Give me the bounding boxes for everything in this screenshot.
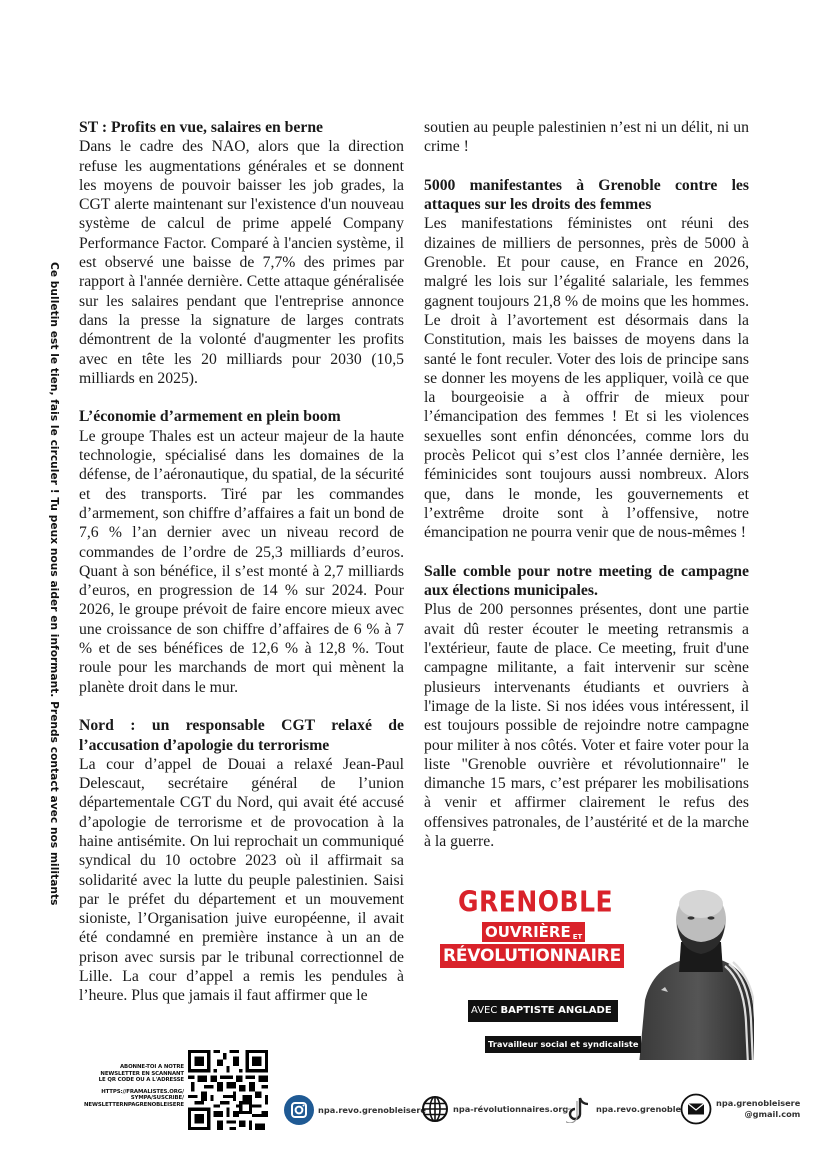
contact-label [716, 1098, 800, 1120]
newsletter-url-line[interactable]: NEWSLETTERNPAGRENOBLEISERE [84, 1101, 184, 1108]
newsletter-url-line[interactable]: SYMPA/SUSCRIBE/ [130, 1095, 184, 1102]
globe-icon [421, 1095, 449, 1123]
contact-instagram[interactable] [284, 1095, 426, 1125]
article-title: Salle comble pour notre meeting de campagne aux élections municipales. [424, 562, 749, 600]
poster-title-grenoble: GRENOBLE [458, 885, 614, 919]
candidate-photo [631, 880, 754, 1060]
newsletter-line: ABONNE-TOI A NOTRE [119, 1064, 184, 1070]
article-nord-cgt [79, 716, 404, 1005]
email-domain: @gmail.com [744, 1109, 801, 1119]
newsletter-text [82, 1064, 184, 1109]
poster-avec-label: AVEC [471, 1005, 498, 1016]
contact-website[interactable] [421, 1095, 568, 1123]
article-title: Nord : un responsable CGT relaxé de l’accusation d’apologie du terrorisme [79, 717, 404, 754]
article-manifestantes [424, 176, 749, 543]
poster-ouvriere-text: OUVRIÈRE [485, 923, 571, 941]
poster-candidate-name: BAPTISTE ANGLADE [500, 1005, 612, 1016]
newsletter-line: LE QR CODE OU A L'ADRESSE [98, 1077, 184, 1084]
contact-label: npa-révolutionnaires.org [453, 1104, 569, 1114]
article-title: 5000 manifestantes à Grenoble contre les attaques sur les droits des femmes [424, 176, 749, 214]
article-continuation [424, 118, 749, 157]
article-title: ST : Profits en vue, salaires en berne [79, 119, 324, 136]
contact-email[interactable] [680, 1093, 800, 1125]
contact-label: npa.revo.grenoble [596, 1104, 682, 1114]
article-body: Dans le cadre des NAO, alors que la direction refuse les augmentations générales et se donnent les moyens de pouvoir baisser les job grades, la CGT alerte maintenant sur l'existence d'un nouveau système de calcul de prime appelé Company Performance Factor. Comparé à l'ancien système, il est observé une baisse de 7,7% des primes par rapport à l'année dernière. Cette attaque généralisée sur les salaires pendant que l'entreprise annonce dans la presse la signature de larges contrats démontrent de la volonté d'augmenter les profits avec en tête les 20 milliards pour 2030 (10,5 milliards en 2025). [79, 138, 404, 387]
article-body: Les manifestations féministes ont réuni des dizaines de milliers de personnes, près de 5000 à Grenoble. Et pour cause, en France en 2026, malgré les lois sur l’égalité salariale, les femmes gagnent toujours 21,8 % de moins que les hommes. Le droit à l’avortement est désormais dans la Constitution, mais les baisses de moyens dans la santé le font reculer. Voter des lois de principe sans se donner les moyens de les appliquer, voilà ce que la bourgeoisie a à offrir de mieux pour l’émancipation des femmes ! Et si les violences sexuelles sont enfin dénoncées, comme lors du procès Pelicot qui s’est clos l’année dernière, les féminicides sont toujours aussi nombreux. Alors que, dans le monde, les gouvernements et l’extrême droite sont à l’offensive, notre émancipation ne pourra venir que de nous-mêmes ! [424, 215, 749, 542]
contact-tiktok[interactable] [566, 1095, 681, 1123]
newsletter-block [82, 1048, 272, 1138]
newsletter-line: NEWSLETTER EN SCANNANT [100, 1070, 184, 1077]
campaign-poster [436, 872, 754, 1060]
article-meeting [424, 562, 749, 851]
article-title: L’économie d’armement en plein boom [79, 408, 341, 426]
article-body: soutien au peuple palestinien n’est ni un délit, ni un crime ! [424, 119, 749, 156]
poster-candidate-role: Travailleur social et syndicaliste [485, 1036, 641, 1053]
side-banner-text: Ce bulletin est le tien, fais le circuler ! Tu peux nous aider en informant. Prends contact avec nos militants [48, 262, 60, 906]
contact-footer [284, 1093, 801, 1139]
article-body: Le groupe Thales est un acteur majeur de la haute technologie, spécialisé dans les domaines de la défense, de l’aéronautique, du spatial, de la sécurité et des transports. Tiré par les commandes d’armement, son chiffre d’affaires a fait un bond de 7,6 % l’an dernier avec un niveau record de commandes de l’ordre de 25,3 milliards d’euros. Quant à son bénéfice, il s’est monté à 2,7 milliards d’euros, en progression de 14 % sur 2024. Pour 2026, le groupe prévoit de faire encore mieux avec une croissance de son chiffre d’affaires de 6 % à 7 % et de ses bénéfices de 12,6 % à 12,8 %. Tout roule pour les marchands de mort qui mènent la planète droit dans le mur. [79, 427, 404, 696]
newsletter-url-line[interactable]: HTTPS://FRAMALISTES.ORG/ [101, 1088, 184, 1095]
article-armement [79, 407, 404, 696]
poster-candidate-banner [468, 1000, 618, 1022]
article-body: Plus de 200 personnes présentes, dont une partie avait dû rester écouter le meeting retransmis a l'extérieur, faute de place. Ce meeting, fruit d'une campagne militante, a fait intervenir sur scène plusieurs intervenants étudiants et ouvriers à l'image de la liste. Si nos idées vous intéressent, il est toujours possible de rejoindre notre campagne pour militer à nos côtés. Voter et faire voter pour la liste "Grenoble ouvrière et révolutionnaire" le dimanche 15 mars, c’est préparer les mobilisations à venir et affirmer clairement le refus des offensives patronales, de l’austérité et de la marche à la guerre. [424, 601, 749, 850]
poster-title-ouvriere [482, 922, 585, 942]
right-column [424, 118, 749, 871]
poster-title-revolutionnaire: RÉVOLUTIONNAIRE [440, 944, 624, 968]
email-user: npa.grenobleisere [716, 1098, 801, 1108]
article-body: La cour d’appel de Douai a relaxé Jean-Paul Delescaut, secrétaire général de l’union départementale CGT du Nord, qui avait été accusé d’apologie de terrorisme et de provocation à la haine antisémite. On lui reprochait un communiqué syndical du 10 octobre 2023 où il affirmait sa solidarité avec la lutte du peuple palestinien. Saisi par le préfet du département et un mouvement sioniste, l’Organisation juive européenne, il avait été condamné en première instance à un an de prison avec sursis par le tribunal correctionnel de Lille. La cour d’appel a remis les pendules à l’heure. Plus que jamais il faut affirmer que le [79, 755, 404, 1005]
instagram-icon [284, 1095, 314, 1125]
tiktok-icon [566, 1095, 592, 1123]
poster-et-text: ET [572, 933, 583, 941]
contact-label: npa.revo.grenobleisere [318, 1105, 426, 1115]
left-column [79, 118, 404, 1025]
qr-code-icon[interactable] [188, 1050, 268, 1130]
article-st-profits [79, 118, 404, 388]
mail-icon [680, 1093, 712, 1125]
